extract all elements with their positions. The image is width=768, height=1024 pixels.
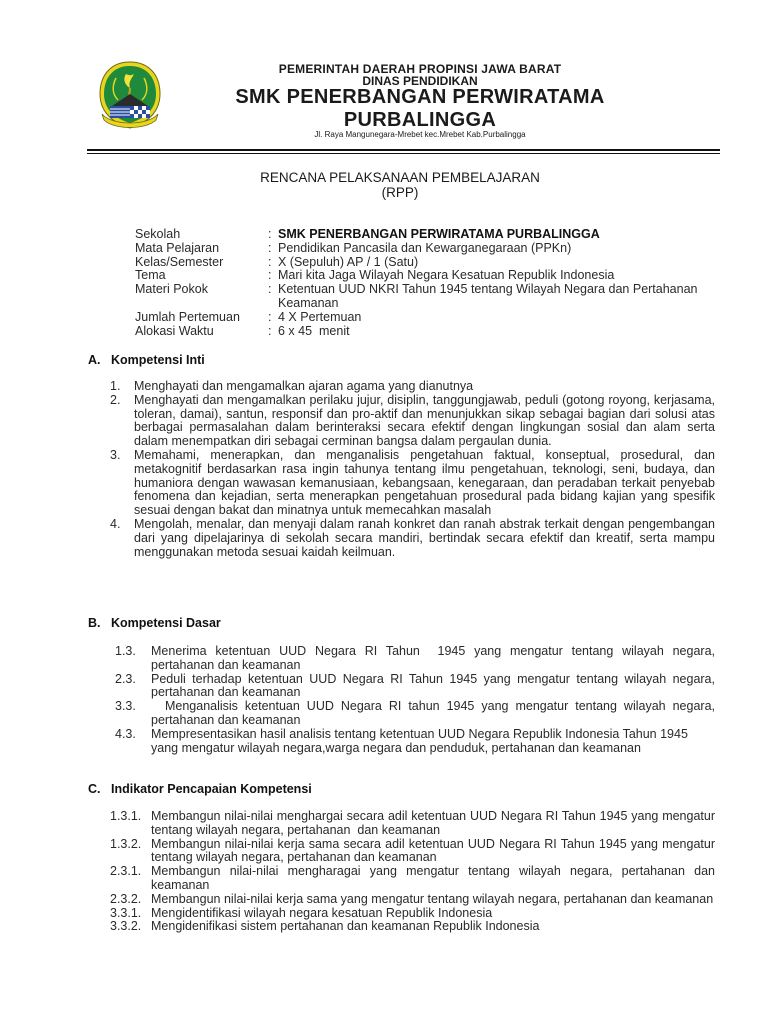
list-item [110,920,715,934]
list-number: 2.3. [115,671,136,686]
identity-label: Materi Pokok [135,282,208,297]
section-heading-kompetensi-inti [88,353,205,367]
list-item [110,893,715,907]
section-heading-kompetensi-dasar [88,616,221,630]
list-text: Mengidenifikasi sistem pertahanan dan keamanan Republik Indonesia [151,919,540,934]
identity-label: Tema [135,268,166,283]
identity-row-kelas-semester [135,256,718,270]
list-text: Menghayati dan mengamalkan perilaku jujur, disiplin, tanggungjawab, peduli (gotong royong, kerjasama, toleran, damai), santun, responsif dan pro-aktif dan menunjukkan sikap sebagai bagian dari solusi atas berbagai permasalahan dalam berinteraksi secara efektif dengan lingkungan sosial dan alam serta dalam menempatkan diri sebagai cerminan bangsa dalam pergaulan dunia. [134,392,715,449]
identity-value: Mari kita Jaga Wilayah Negara Kesatuan Republik Indonesia [278,268,615,283]
list-text: Memahami, menerapkan, dan menganalisis pengetahuan faktual, konseptual, prosedural, dan metakognitif berdasarkan rasa ingin tahunya tentang ilmu pengetahuan, teknologi, seni, budaya, dan humaniora dengan wawasan kemanusiaan, kebangsaan, kenegaraan, dan peradaban terkait penyebab fenomena dan kejadian, serta menerapkan pengetahuan prosedural pada bidang kajian yang spesifik sesuai dengan bakat dan minatnya untuk memecahkan masalah [134,447,715,518]
list-number: 4.3. [115,726,136,741]
identity-label: Jumlah Pertemuan [135,309,240,324]
section-heading-indikator [88,782,312,796]
identity-value: 4 X Pertemuan [278,309,362,324]
identity-row-materi-pokok [135,283,718,311]
section-title: Kompetensi Dasar [111,616,221,630]
list-item [110,380,715,394]
document-title: RENCANA PELAKSANAAN PEMBELAJARAN [260,170,540,185]
list-item [110,644,719,673]
list-text: Membangun nilai-nilai kerja sama yang mengatur tentang wilayah negara, pertahanan dan keamanan [151,891,714,906]
identity-value: 6 x 45 menit [278,323,350,338]
list-text: Membangun nilai-nilai menghargai secara adil ketentuan UUD Negara RI Tahun 1945 yang mengatur tentang wilayah negara, pertahanan dan keamanan [151,809,719,837]
identity-row-alokasi-waktu [135,325,718,339]
header-department: DINAS PENDIDIKAN [362,74,478,88]
identity-value: Ketentuan UUD NKRI Tahun 1945 tentang Wilayah Negara dan Pertahanan Keamanan [278,282,698,310]
list-text: Membangun nilai-nilai kerja sama secara adil ketentuan UUD Negara RI Tahun 1945 yang mengatur tentang wilayah negara, pertahanan dan keamanan [151,836,715,865]
header-school-city: PURBALINGGA [343,109,497,131]
identity-colon: : [268,323,272,338]
letterhead-divider [87,149,720,154]
kompetensi-dasar-list [110,644,722,755]
list-item [110,809,719,838]
identity-label: Sekolah [135,227,181,241]
identity-colon: : [268,240,272,255]
list-number: 2. [110,392,121,407]
identity-row-mata-pelajaran [135,242,718,256]
section-letter: A. [88,353,101,367]
identity-colon: : [268,309,272,324]
identity-row-tema [135,269,718,283]
list-number: 1.3. [115,644,136,658]
list-item [110,728,715,756]
identity-value: SMK PENERBANGAN PERWIRATAMA PURBALINGGA [278,227,600,241]
list-item [110,838,715,866]
identity-colon: : [268,282,272,297]
identity-value: Pendidikan Pancasila dan Kewarganegaraan (PPKn) [278,240,572,255]
list-number: 2.3.2. [110,891,142,906]
list-item [110,518,715,559]
identity-colon: : [268,254,272,269]
identity-table [135,228,718,338]
list-text: Membangun nilai-nilai mengharagai yang mengatur tentang wilayah negara, pertahanan dan keamanan [151,864,715,892]
list-text: Menerima ketentuan UUD Negara RI Tahun 1945 yang mengatur tentang wilayah negara, pertahanan dan keamanan [151,644,719,672]
identity-label: Mata Pelajaran [135,240,220,255]
list-number: 3.3. [115,699,136,714]
header-government: PEMERINTAH DAERAH PROPINSI JAWA BARAT [278,62,562,76]
list-item [110,394,715,449]
identity-colon: : [268,227,272,241]
kompetensi-inti-list [110,380,715,559]
list-text: Mengolah, menalar, dan menyaji dalam ranah konkret dan ranah abstrak terkait dengan pengembangan dari yang dipelajarinya di sekolah secara mandiri, bertindak secara efektif dan kreatif, serta mampu menggunakan metoda sesuai kaidah keilmuan. [134,516,715,559]
document-subtitle: (RPP) [381,185,419,200]
list-text: Mengidentifikasi wilayah negara kesatuan Republik Indonesia [151,905,493,920]
list-number: 1.3.1. [110,809,142,823]
list-number: 1. [110,379,121,393]
list-number: 2.3.1. [110,864,142,879]
list-text: Mempresentasikan hasil analisis tentang ketentuan UUD Negara Republik Indonesia Tahun 1945 yang mengatur wilayah negara,warga negara dan penduduk, pertahanan dan keamanan [151,726,688,755]
identity-row-sekolah [135,228,718,242]
indikator-list [110,809,719,934]
list-text: Peduli terhadap ketentuan UUD Negara RI Tahun 1945 yang mengatur tentang wilayah negara, pertahanan dan keamanan [151,671,715,700]
list-number: 3.3.1. [110,905,142,920]
list-text: Menghayati dan mengamalkan ajaran agama yang dianutnya [134,379,474,393]
list-item [110,449,715,518]
section-title: Kompetensi Inti [111,353,205,367]
list-item [110,907,715,921]
list-number: 1.3.2. [110,836,142,851]
section-letter: B. [88,616,101,630]
list-text: Menganalisis ketentuan UUD Negara RI tahun 1945 yang mengatur tentang wilayah negara, pertahanan dan keamanan [151,699,722,727]
section-letter: C. [88,782,101,796]
header-address: Jl. Raya Mangunegara-Mrebet kec.Mrebet Kab.Purbalingga [314,130,526,139]
identity-label: Kelas/Semester [135,254,224,269]
header-school-name: SMK PENERBANGAN PERWIRATAMA [235,86,605,108]
identity-label: Alokasi Waktu [135,323,214,338]
list-item [110,865,715,893]
list-item [110,699,722,728]
list-number: 4. [110,516,121,531]
list-item [110,673,715,701]
identity-row-jumlah-pertemuan [135,311,718,325]
identity-value: X (Sepuluh) AP / 1 (Satu) [278,254,419,269]
list-number: 3.3.2. [110,919,142,934]
identity-colon: : [268,268,272,283]
list-number: 3. [110,447,121,462]
section-title: Indikator Pencapaian Kompetensi [111,782,312,796]
